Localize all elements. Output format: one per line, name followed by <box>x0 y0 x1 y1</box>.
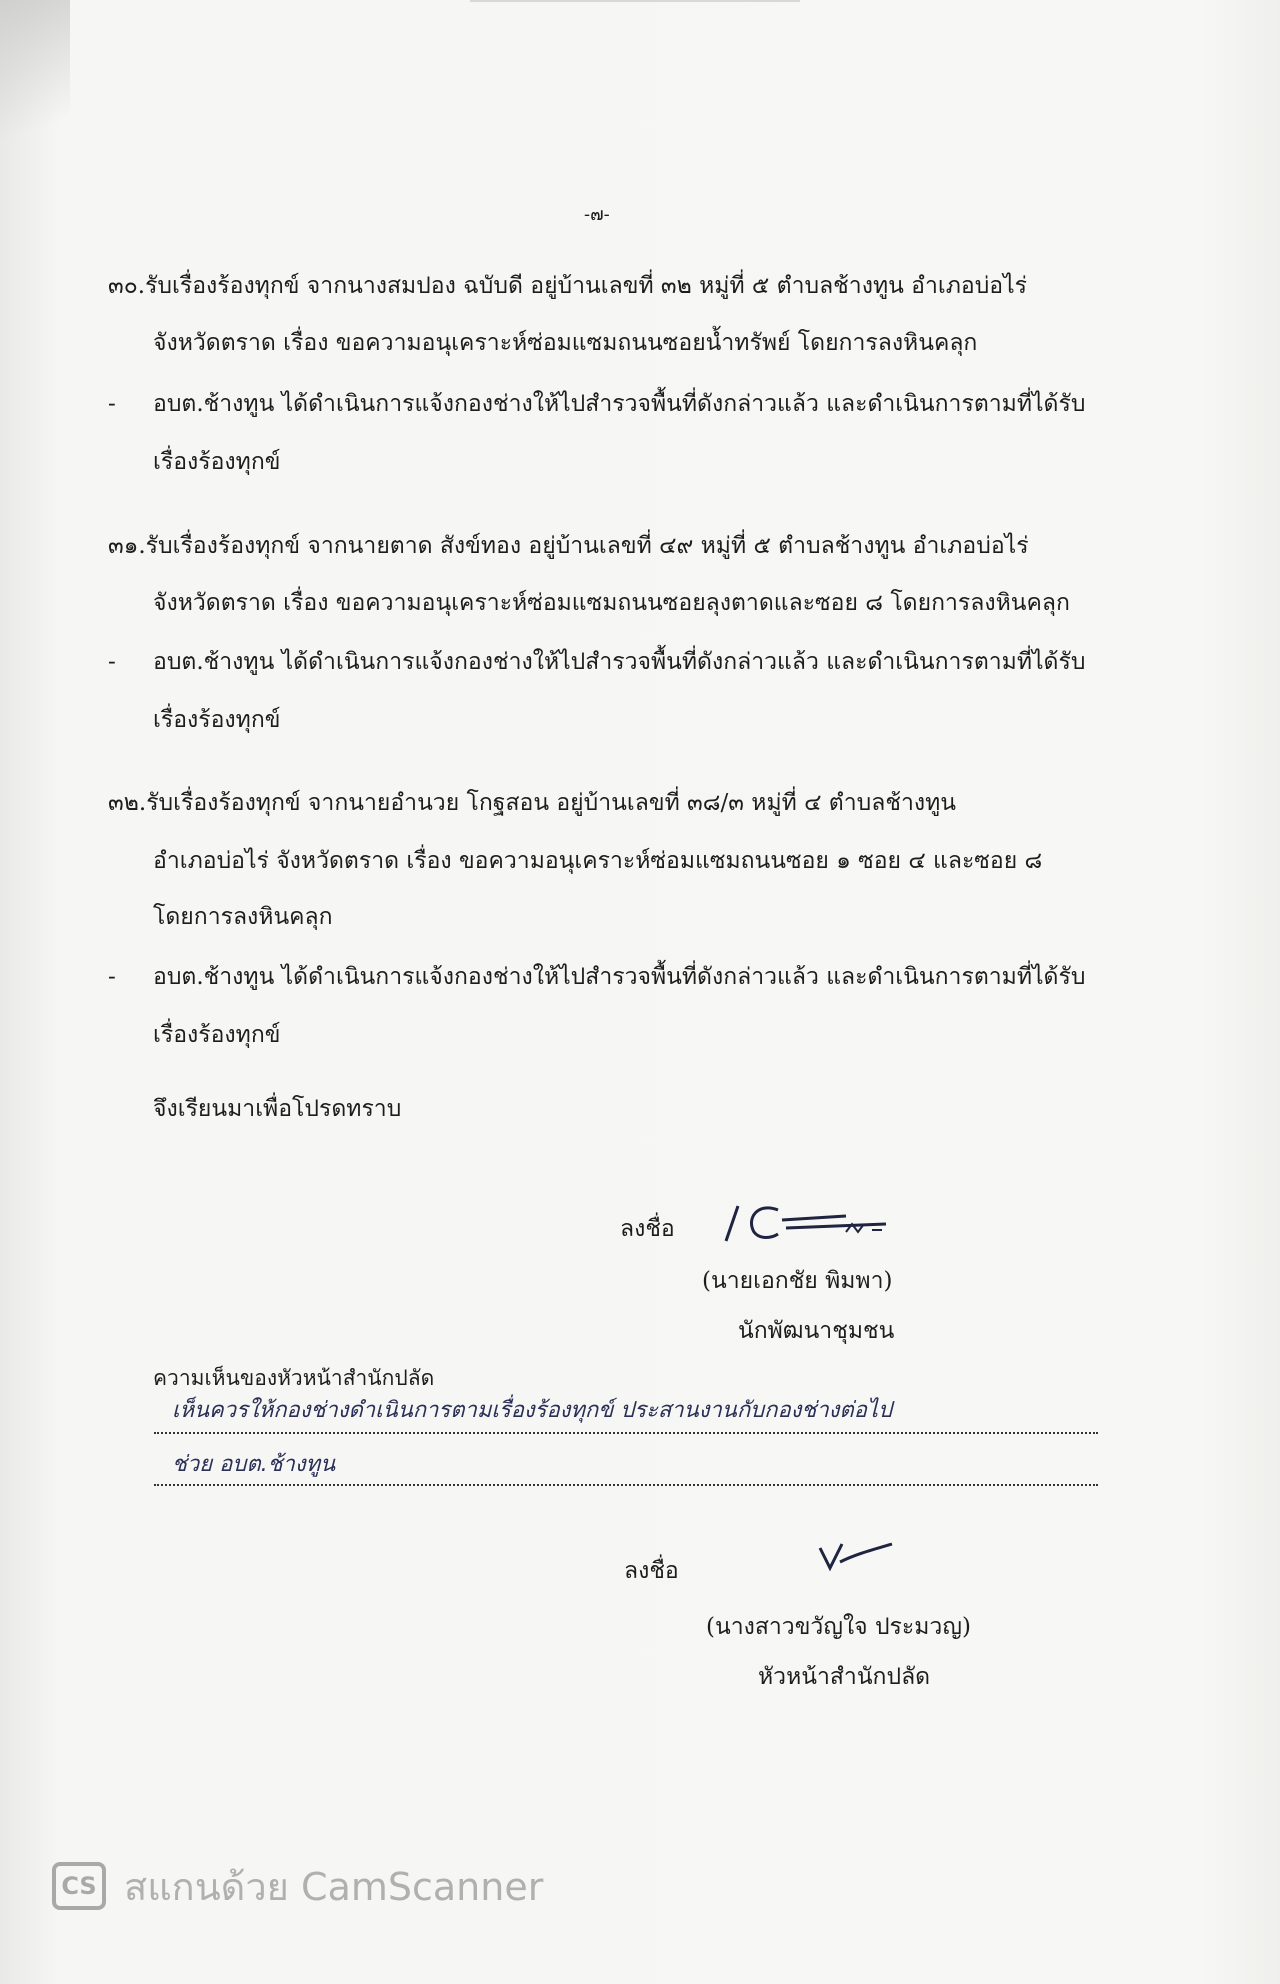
signer2-signature <box>816 1536 896 1576</box>
item-31-result-line-1: อบต.ช้างทูน ได้ดำเนินการแจ้งกองช่างให้ไปสำรวจพื้นที่ดังกล่าวแล้ว และดำเนินการตามที่ได้รับ <box>153 649 1086 675</box>
handwritten-opinion-line-1: เห็นควรให้กองช่างดำเนินการตามเรื่องร้องทุกข์ ประสานงานกับกองช่างต่อไป <box>172 1398 892 1423</box>
camscanner-logo-icon: CS <box>52 1862 106 1910</box>
item-32-result-line-2: เรื่องร้องทุกข์ <box>153 1022 281 1048</box>
item-31-line-2: จังหวัดตราด เรื่อง ขอความอนุเคราะห์ซ่อมแซมถนนซอยลุงตาดและซอย ๘ โดยการลงหินคลุก <box>153 590 1070 616</box>
item-32-line-3: โดยการลงหินคลุก <box>153 904 333 930</box>
item-32-result-line-1: อบต.ช้างทูน ได้ดำเนินการแจ้งกองช่างให้ไปสำรวจพื้นที่ดังกล่าวแล้ว และดำเนินการตามที่ได้รับ <box>153 964 1086 990</box>
item-32-line-2: อำเภอบ่อไร่ จังหวัดตราด เรื่อง ขอความอนุเคราะห์ซ่อมแซมถนนซอย ๑ ซอย ๔ และซอย ๘ <box>153 848 1043 874</box>
camscanner-text: สแกนด้วย CamScanner <box>124 1864 544 1909</box>
opinion-dotted-line-2 <box>154 1484 1098 1486</box>
signer1-signature <box>716 1196 916 1256</box>
opinion-heading: ความเห็นของหัวหน้าสำนักปลัด <box>153 1366 435 1390</box>
signer2-position: หัวหน้าสำนักปลัด <box>758 1664 931 1690</box>
signer2-sign-label: ลงชื่อ <box>624 1558 679 1584</box>
item-30-line-2: จังหวัดตราด เรื่อง ขอความอนุเคราะห์ซ่อมแซมถนนซอยน้ำทรัพย์ โดยการลงหินคลุก <box>153 330 978 356</box>
signer1-position: นักพัฒนาชุมชน <box>738 1318 895 1344</box>
camscanner-watermark <box>52 1856 543 1916</box>
item-30-line-1: ๓๐.รับเรื่องร้องทุกข์ จากนางสมปอง ฉบับดี อยู่บ้านเลขที่ ๓๒ หมู่ที่ ๕ ตำบลช้างทูน อำเภอบ่อไร่ <box>108 273 1028 299</box>
signer1-sign-label: ลงชื่อ <box>620 1216 675 1242</box>
item-31-line-1: ๓๑.รับเรื่องร้องทุกข์ จากนายตาด สังข์ทอง อยู่บ้านเลขที่ ๔๙ หมู่ที่ ๕ ตำบลช้างทูน อำเภอบ่อไร่ <box>108 533 1029 559</box>
item-30-result-line-1: อบต.ช้างทูน ได้ดำเนินการแจ้งกองช่างให้ไปสำรวจพื้นที่ดังกล่าวแล้ว และดำเนินการตามที่ได้รับ <box>153 391 1086 417</box>
item-31-result-line-2: เรื่องร้องทุกข์ <box>153 707 281 733</box>
item-31-bullet: - <box>108 649 116 675</box>
handwritten-opinion-line-2: ช่วย อบต.ช้างทูน <box>172 1452 336 1477</box>
page-top-edge <box>470 0 800 2</box>
item-30-result-line-2: เรื่องร้องทุกข์ <box>153 449 281 475</box>
page-corner-shadow <box>0 0 70 180</box>
item-32-line-1: ๓๒.รับเรื่องร้องทุกข์ จากนายอำนวย โกฐสอน อยู่บ้านเลขที่ ๓๘/๓ หมู่ที่ ๔ ตำบลช้างทูน <box>108 790 956 816</box>
opinion-dotted-line-1 <box>154 1432 1098 1434</box>
signer1-name: (นายเอกชัย พิมพา) <box>702 1268 893 1294</box>
item-30-bullet: - <box>108 391 116 417</box>
item-32-bullet: - <box>108 964 116 990</box>
page-number: -๗- <box>584 204 610 225</box>
signer2-name: (นางสาวขวัญใจ ประมวญ) <box>706 1614 971 1640</box>
closing-text: จึงเรียนมาเพื่อโปรดทราบ <box>153 1096 402 1122</box>
